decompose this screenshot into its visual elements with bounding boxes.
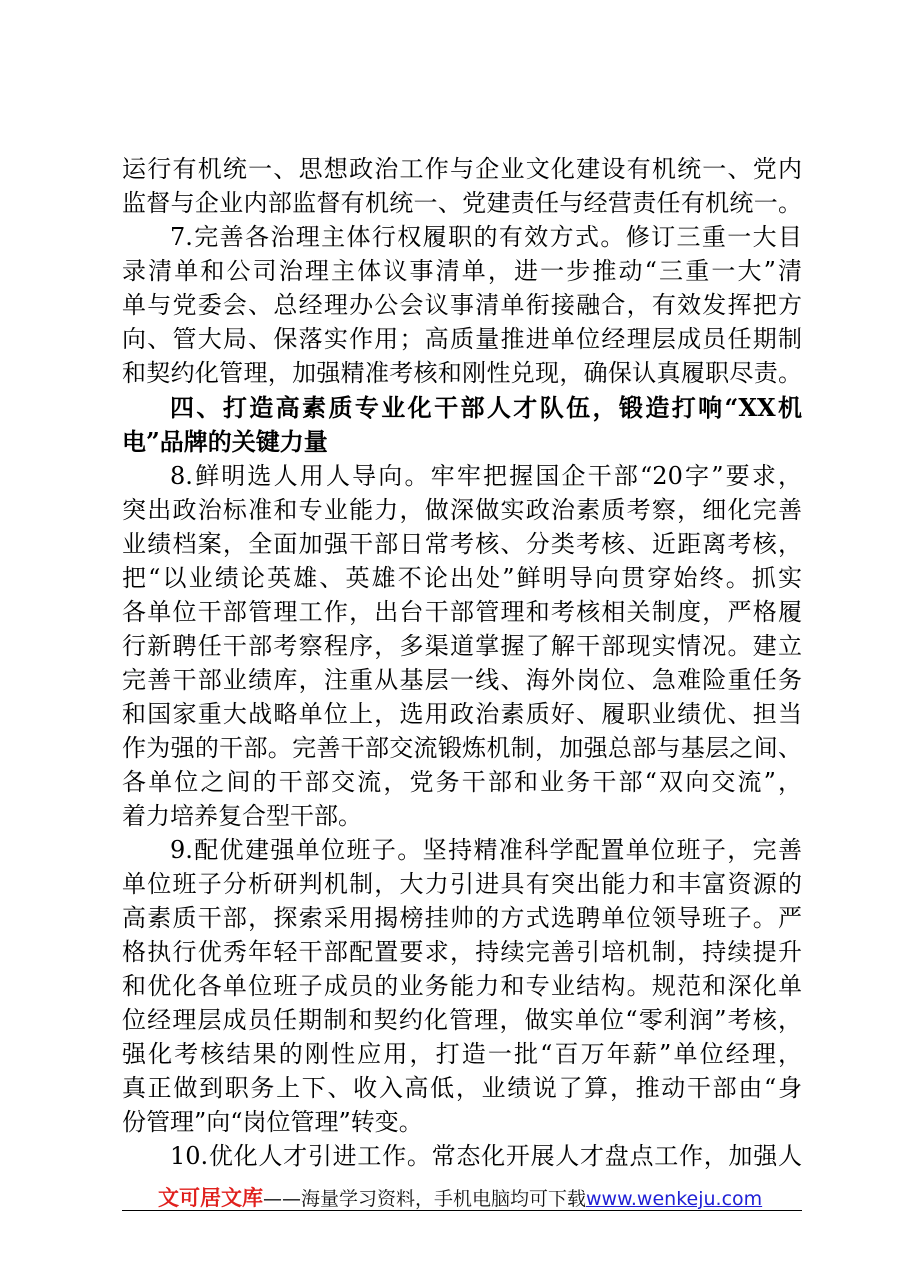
body-text-line: 强化考核结果的刚性应用，打造一批“百万年薪”单位经理，: [122, 1040, 802, 1068]
footer-divider: [122, 1210, 802, 1211]
footer-url-link[interactable]: www.wenkeju.com: [586, 1188, 763, 1210]
body-text-line: 单位班子分析研判机制，大力引进具有突出能力和丰富资源的: [122, 870, 802, 898]
footer-tagline: ——海量学习资料，手机电脑均可下载: [263, 1188, 587, 1210]
paragraph-9-title-line: 9.配优建强单位班子。坚持精准科学配置单位班子，完善: [170, 836, 802, 864]
footer-brand: 文可居文库: [158, 1186, 263, 1210]
body-text-line: 把“以业绩论英雄、英雄不论出处”鲜明导向贯穿始终。抓实: [122, 564, 802, 592]
body-text-line: 监督与企业内部监督有机统一、党建责任与经营责任有机统一。: [122, 189, 802, 217]
body-text-line: 位经理层成员任期制和契约化管理，做实单位“零利润”考核，: [122, 1006, 802, 1034]
body-text-line: 突出政治标准和专业能力，做深做实政治素质考察，细化完善: [122, 496, 802, 524]
body-text-line: 作为强的干部。完善干部交流锻炼机制，加强总部与基层之间、: [122, 734, 802, 762]
body-text-line: 各单位干部管理工作，出台干部管理和考核相关制度，严格履: [122, 598, 802, 626]
body-text-line: 向、管大局、保落实作用；高质量推进单位经理层成员任期制: [122, 325, 802, 353]
paragraph-7-title-line: 7.完善各治理主体行权履职的有效方式。修订三重一大目: [170, 223, 802, 251]
page-footer: [158, 1182, 798, 1212]
body-text-line: 着力培养复合型干部。: [122, 802, 362, 830]
body-text-line: 完善干部业绩库，注重从基层一线、海外岗位、急难险重任务: [122, 666, 802, 694]
body-text-line: 运行有机统一、思想政治工作与企业文化建设有机统一、党内: [122, 155, 802, 183]
section-heading-continued: 电”品牌的关键力量: [122, 427, 328, 456]
body-text-line: 行新聘任干部考察程序，多渠道掌握了解干部现实情况。建立: [122, 632, 802, 660]
body-text-line: 真正做到职务上下、收入高低，业绩说了算，推动干部由“身: [122, 1074, 802, 1102]
paragraph-10-title-line: 10.优化人才引进工作。常态化开展人才盘点工作，加强人: [170, 1142, 802, 1170]
paragraph-8-title-line: 8.鲜明选人用人导向。牢牢把握国企干部“20字”要求，: [170, 462, 802, 490]
body-text-line: 业绩档案，全面加强干部日常考核、分类考核、近距离考核，: [122, 530, 802, 558]
body-text-line: 录清单和公司治理主体议事清单，进一步推动“三重一大”清: [122, 257, 802, 285]
body-text-line: 和优化各单位班子成员的业务能力和专业结构。规范和深化单: [122, 972, 802, 1000]
body-text-line: 和国家重大战略单位上，选用政治素质好、履职业绩优、担当: [122, 700, 802, 728]
section-heading: 四、打造高素质专业化干部人才队伍，锻造打响“XX机: [170, 393, 802, 422]
body-text-line: 单与党委会、总经理办公会议事清单衔接融合，有效发挥把方: [122, 291, 802, 319]
body-text-line: 格执行优秀年轻干部配置要求，持续完善引培机制，持续提升: [122, 938, 802, 966]
body-text-line: 各单位之间的干部交流，党务干部和业务干部“双向交流”，: [122, 768, 802, 796]
body-text-line: 份管理”向“岗位管理”转变。: [122, 1108, 423, 1136]
body-text-line: 和契约化管理，加强精准考核和刚性兑现，确保认真履职尽责。: [122, 359, 802, 387]
body-text-line: 高素质干部，探索采用揭榜挂帅的方式选聘单位领导班子。严: [122, 904, 802, 932]
